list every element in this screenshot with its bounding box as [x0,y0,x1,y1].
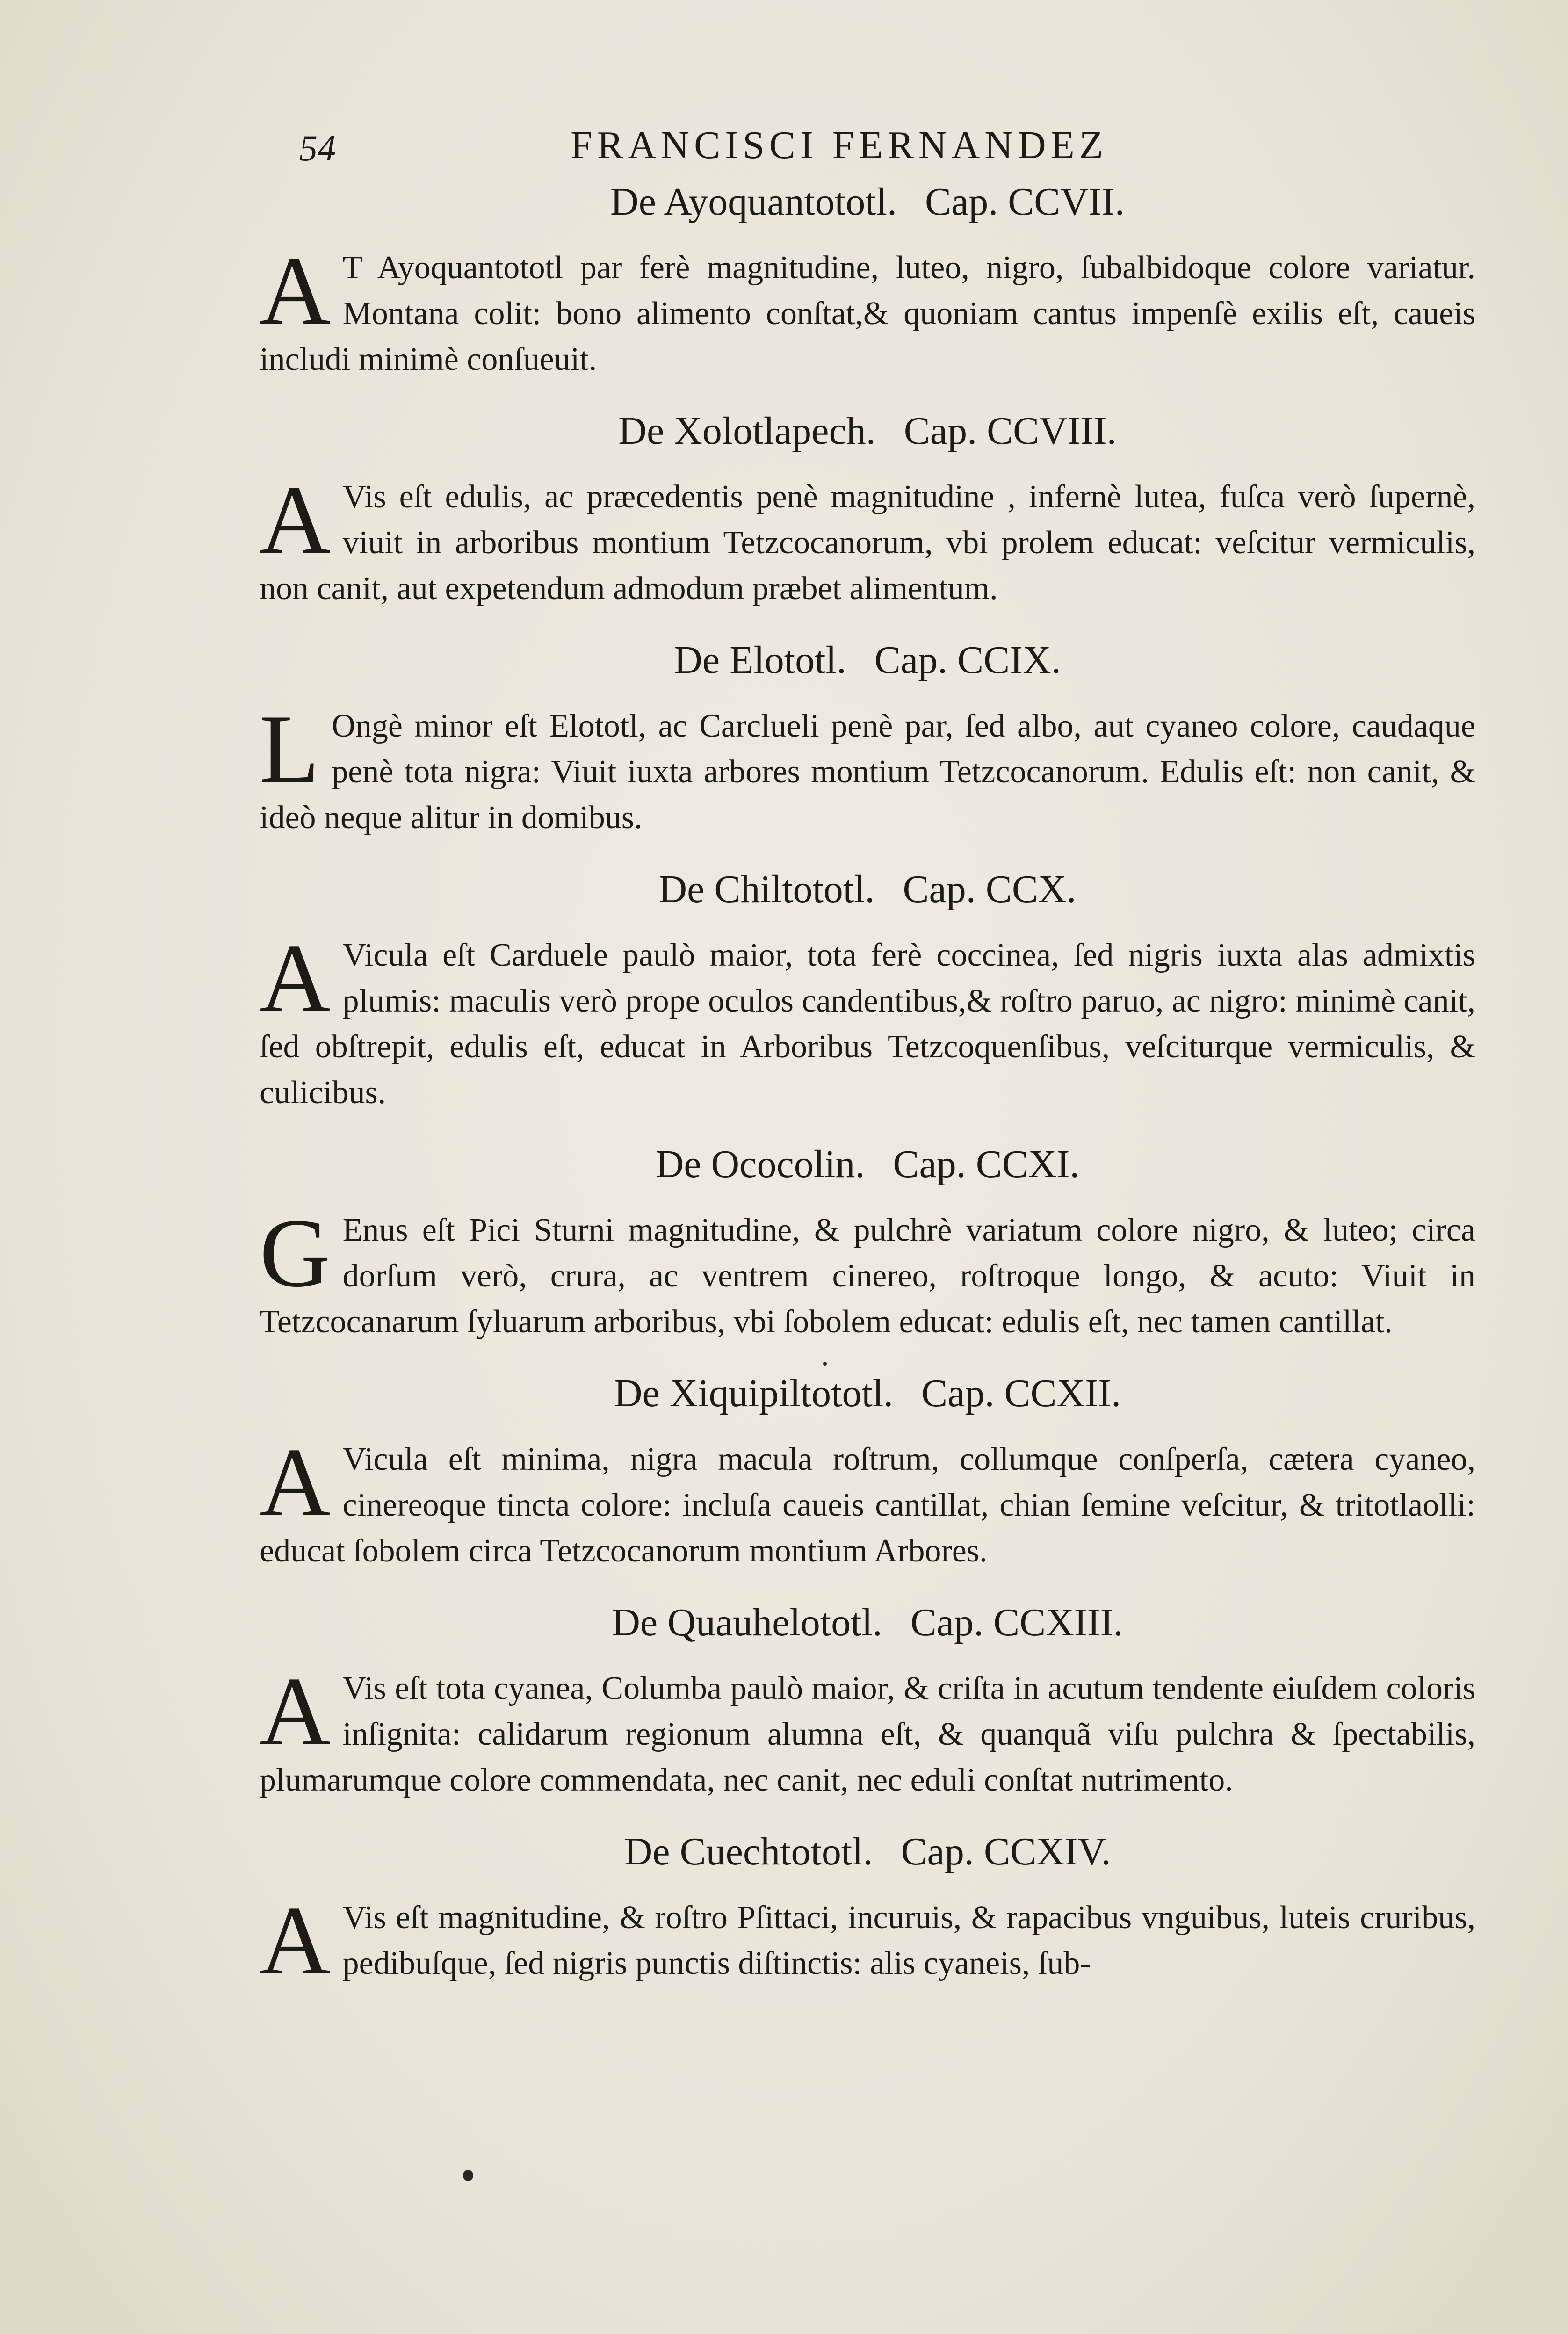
page-number: 54 [299,128,336,168]
chapter-text: Vis eſt edulis, ac præcedentis penè magnitudine , infernè lutea, fuſca verò ſupernè, viuit in arboribus montium Tetzcocanorum, vbi prolem educat: veſcitur vermiculis, non canit, aut expetendum admodum præbet alimentum. [260,479,1475,607]
chapter-text: Vicula eſt Carduele paulò maior, tota ferè coccinea, ſed nigris iuxta alas admixtis plumis: maculis verò prope oculos candentibus,& roſtro paruo, ac nigro: minimè canit, ſed obſtrepit, edulis eſt, educat in Arboribus Tetzcoquenſibus, veſciturque vermiculis, & culicibus. [260,937,1475,1111]
chapter-body [260,1657,1475,1803]
chapter-body [260,466,1475,612]
chapter-text: Vis eſt magnitudine, & roſtro Pſittaci, incuruis, & rapacibus vnguibus, luteis cruribus, pedibuſque, ſed nigris punctis diſtinctis: alis cyaneis, ſub- [342,1900,1475,1981]
chapter-body [260,1199,1475,1345]
chapter-title: De Elototl. [674,638,846,682]
chapter-number: Cap. CCXII. [921,1372,1121,1415]
chapter-heading [260,178,1475,226]
ink-spot [463,2170,473,2181]
chapter-title: De Quauhelototl. [612,1601,882,1644]
chapter-body [260,695,1475,841]
chapter-title: De Cuechtototl. [624,1830,873,1873]
chapter-heading [260,636,1475,685]
chapter-body [260,1428,1475,1574]
chapter-title: De Ococolin. [655,1142,865,1186]
drop-capital: A [260,1886,331,1995]
page-header [299,123,1328,174]
chapter-number: Cap. CCIX. [874,638,1061,682]
chapter-entry [260,407,1475,612]
chapter-heading [260,1369,1475,1418]
chapter-title: De Xolotlapech. [618,409,876,453]
chapter-entry [260,1598,1475,1803]
chapter-heading [260,407,1475,455]
chapter-title: De Chiltototl. [658,867,875,911]
chapter-title: De Ayoquantototl. [610,180,897,224]
chapter-heading [260,1828,1475,1876]
chapter-list [260,178,1475,2011]
chapter-entry [260,178,1475,383]
drop-capital: A [260,1657,331,1766]
chapter-number: Cap. CCVII. [925,180,1125,224]
chapter-entry [260,636,1475,841]
chapter-entry [260,1828,1475,1995]
chapter-number: Cap. CCXIII. [910,1601,1123,1644]
chapter-body [260,924,1475,1116]
chapter-entry [260,1140,1475,1345]
drop-capital: A [260,237,331,345]
chapter-number: Cap. CCXI. [893,1142,1080,1186]
chapter-text: Enus eſt Pici Sturni magnitudine, & pulchrè variatum colore nigro, & luteo; circa dorſum verò, crura, ac ventrem cinereo, roſtroque longo, & acuto: Viuit in Tetzcocanarum ſyluarum arboribus, vbi ſobolem educat: edulis eſt, nec tamen cantillat. [260,1212,1475,1340]
ink-speck [823,1362,827,1366]
chapter-text: T Ayoquantototl par ferè magnitudine, luteo, nigro, ſubalbidoque colore variatur. Montana colit: bono alimento conſtat,& quoniam cantus impenſè exilis eſt, caueis includi minimè conſueuit. [260,250,1475,377]
drop-capital: A [260,924,331,1033]
chapter-text: Vicula eſt minima, nigra macula roſtrum, collumque conſperſa, cætera cyaneo, cinereoque tincta colore: incluſa caueis cantillat, chian ſemine veſcitur, & tritotlaolli: educat ſobolem circa Tetzcocanorum montium Arbores. [260,1441,1475,1569]
running-head: FRANCISCI FERNANDEZ [571,123,1108,167]
chapter-heading [260,1140,1475,1189]
chapter-number: Cap. CCX. [903,867,1077,911]
chapter-body [260,1886,1475,1995]
chapter-number: Cap. CCXIV. [901,1830,1111,1873]
chapter-number: Cap. CCVIII. [903,409,1117,453]
drop-capital: L [260,695,320,803]
chapter-entry [260,1369,1475,1574]
chapter-body [260,237,1475,383]
chapter-entry [260,865,1475,1116]
drop-capital: G [260,1199,331,1308]
chapter-heading [260,865,1475,914]
chapter-title: De Xiquipiltototl. [614,1372,894,1415]
chapter-text: Ongè minor eſt Elototl, ac Carclueli penè par, ſed albo, aut cyaneo colore, caudaque penè tota nigra: Viuit iuxta arbores montium Tetzcocanorum. Edulis eſt: non canit, & ideò neque alitur in domibus. [260,708,1475,836]
chapter-text: Vis eſt tota cyanea, Columba paulò maior, & criſta in acutum tendente eiuſdem coloris inſignita: calidarum regionum alumna eſt, & quanquã viſu pulchra & ſpectabilis, plumarumque colore commendata, nec canit, nec eduli conſtat nutrimento. [260,1670,1475,1798]
drop-capital: A [260,1428,331,1537]
drop-capital: A [260,466,331,574]
chapter-heading [260,1598,1475,1647]
